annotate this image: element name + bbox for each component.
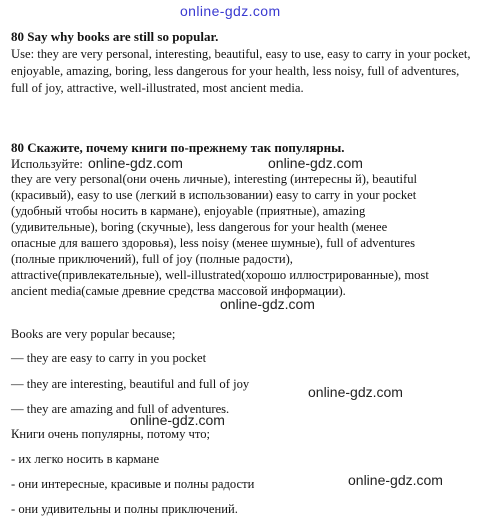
- use-label-ru: Используйте:: [11, 157, 83, 171]
- answer-intro-en: Books are very popular because;: [11, 327, 176, 341]
- ru-line: (красивый), easy to use (легкий в использовании) easy to carry in your pocket: [11, 188, 417, 202]
- task-title-ru: 80 Скажите, почему книги по-прежнему так популярны.: [11, 140, 345, 155]
- answer-item-en: — they are easy to carry in you pocket: [11, 351, 207, 365]
- watermark-text: online-gdz.com: [268, 155, 363, 171]
- watermark-text: online-gdz.com: [348, 472, 443, 488]
- task-title-en: 80 Say why books are still so popular.: [11, 29, 219, 44]
- watermark-text: online-gdz.com: [308, 384, 403, 400]
- task-body-en: Use: they are very personal, interesting, beautiful, easy to use, easy to carry in your pocket, enjoyable, amazing, boring, less dangerous for your health, less noisy, full of adventures, full of joy, attractive, well-illustrated, most ancient media.: [11, 47, 471, 96]
- answer-intro-ru: Книги очень популярны, потому что;: [11, 427, 210, 441]
- watermark-text: online-gdz.com: [220, 296, 315, 312]
- ru-line: ancient media(самые древние средства массовой информации).: [11, 284, 346, 298]
- answer-item-ru: - их легко носить в кармане: [11, 452, 160, 466]
- ru-line: they are very personal(они очень личные), interesting (интересны й), beautiful: [11, 172, 418, 186]
- ru-line: (удобный чтобы носить в кармане), enjoyable (приятные), amazing: [11, 204, 366, 218]
- ru-line: (полные приключений), full of joy (полные радости),: [11, 252, 293, 266]
- ru-line: (удивительные), boring (скучные), less dangerous for your health (менее: [11, 220, 388, 234]
- ru-line: опасные для вашего здоровья), less noisy (менее шумные), full of adventures: [11, 236, 415, 250]
- watermark-text: online-gdz.com: [180, 3, 281, 19]
- watermark-text: online-gdz.com: [130, 412, 225, 428]
- answer-item-en: — they are interesting, beautiful and full of joy: [11, 377, 250, 391]
- watermark-text: online-gdz.com: [88, 155, 183, 171]
- answer-item-en: — they are amazing and full of adventures.: [11, 402, 230, 416]
- answer-item-ru: - они интересные, красивые и полны радости: [11, 477, 255, 491]
- ru-line: attractive(привлекательные), well-illustrated(хорошо иллюстрированные), most: [11, 268, 429, 282]
- answer-item-ru: - они удивительны и полны приключений.: [11, 502, 238, 516]
